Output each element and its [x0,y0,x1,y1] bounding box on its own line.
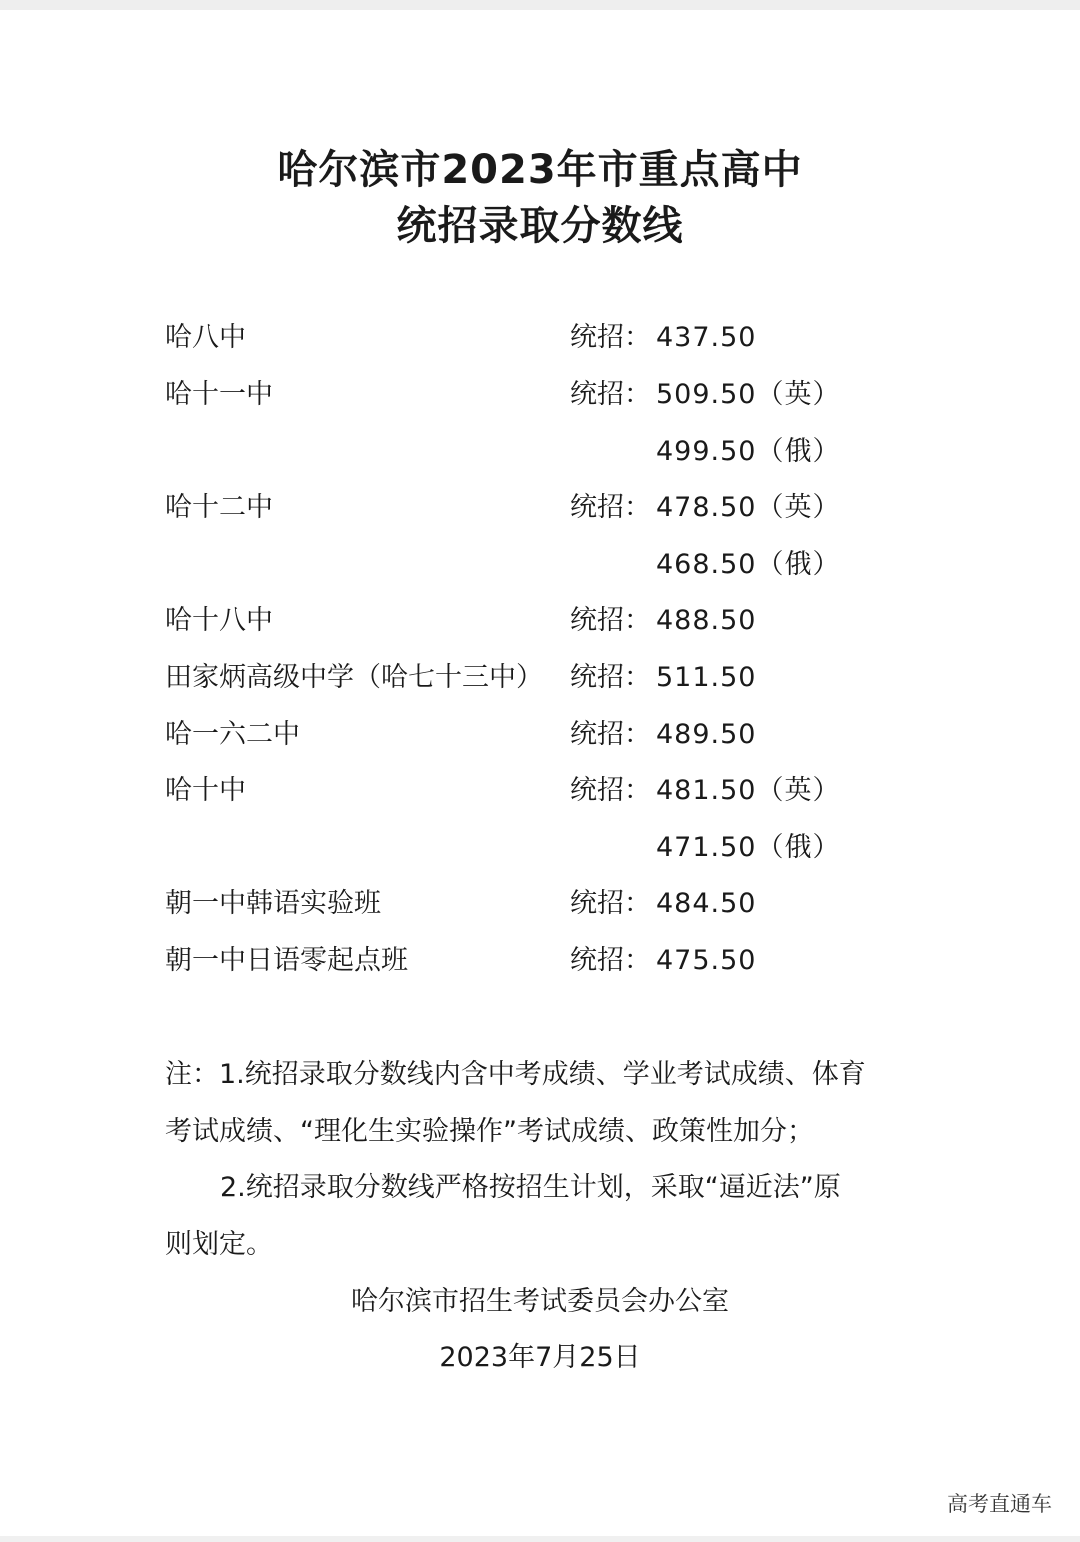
school-name: 哈十中 [165,775,246,806]
score-row [0,318,1080,358]
school-name: 哈十八中 [165,605,273,636]
admission-method: 统招： [570,492,651,523]
admission-method: 统招： [570,775,651,806]
admission-method: 统招： [570,888,651,919]
school-name: 哈八中 [165,322,246,353]
score-row [0,771,1080,811]
note-line: 注：1.统招录取分数线内含中考成绩、学业考试成绩、体育 [165,1059,866,1090]
cutoff-score: 481.50（英） [656,775,841,806]
admission-method: 统招： [570,605,651,636]
school-name: 朝一中韩语实验班 [165,888,381,919]
cutoff-score: 468.50（俄） [656,549,841,580]
score-row [0,715,1080,755]
document-title-line2: 统招录取分数线 [396,203,684,249]
score-row [0,884,1080,924]
admission-method: 统招： [570,945,651,976]
cutoff-score: 499.50（俄） [656,436,841,467]
cutoff-score: 478.50（英） [656,492,841,523]
issuing-organization: 哈尔滨市招生考试委员会办公室 [351,1286,729,1317]
cutoff-score: 509.50（英） [656,379,841,410]
note-line: 则划定。 [165,1229,273,1260]
score-row [0,941,1080,981]
cutoff-score: 437.50 [656,322,757,353]
school-name: 朝一中日语零起点班 [165,945,408,976]
score-row [0,601,1080,641]
admission-method: 统招： [570,379,651,410]
cutoff-score: 489.50 [656,719,757,750]
note-line: 考试成绩、“理化生实验操作”考试成绩、政策性加分； [165,1116,814,1147]
note-line: 2.统招录取分数线严格按招生计划，采取“逼近法”原 [220,1172,841,1203]
score-row [0,545,1080,585]
issue-date: 2023年7月25日 [439,1342,641,1373]
score-row [0,488,1080,528]
cutoff-score: 488.50 [656,605,757,636]
school-name: 哈一六二中 [165,719,300,750]
document-title-line1: 哈尔滨市2023年市重点高中 [277,147,803,193]
school-name: 田家炳高级中学（哈七十三中） [165,662,543,693]
cutoff-score: 475.50 [656,945,757,976]
score-row [0,432,1080,472]
cutoff-score: 484.50 [656,888,757,919]
top-border-strip [0,0,1080,10]
cutoff-score: 511.50 [656,662,757,693]
school-name: 哈十一中 [165,379,273,410]
score-row [0,658,1080,698]
source-watermark: 高考直通车 [947,1492,1052,1516]
bottom-border-strip [0,1536,1080,1542]
admission-method: 统招： [570,322,651,353]
admission-method: 统招： [570,662,651,693]
score-row [0,375,1080,415]
admission-method: 统招： [570,719,651,750]
cutoff-score: 471.50（俄） [656,832,841,863]
school-name: 哈十二中 [165,492,273,523]
score-row [0,828,1080,868]
